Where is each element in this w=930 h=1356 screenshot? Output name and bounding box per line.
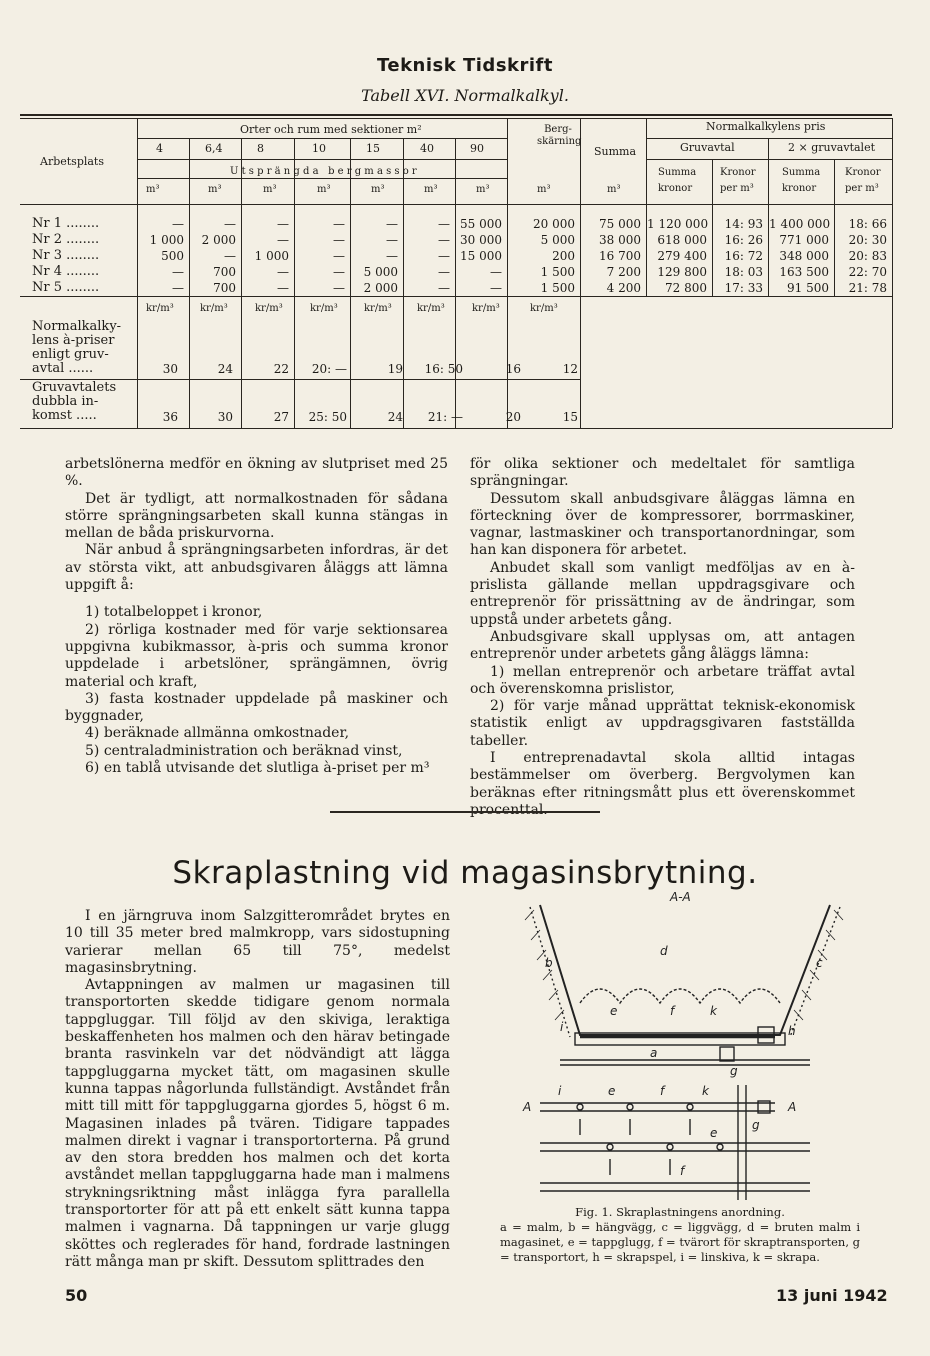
table-cell: 15 [562,410,578,424]
unit-krm3: kr/m³ [255,303,283,314]
fig-label-A: A [523,1100,532,1114]
table-cell: 20 [505,410,521,424]
table-cell: 5 000 [363,265,398,279]
fig-label-i: i [560,1020,564,1034]
table-cell: — [172,281,184,295]
kronor-label: kronor [782,183,817,194]
table-cell: 18: 03 [724,265,763,279]
fig-label-e: e [608,1084,616,1098]
row-label: Nr 5 ........ [32,280,100,295]
journal-title: Teknisk Tidskrift [376,55,553,76]
fig-label-a: a [650,1046,658,1060]
table-cell: 25: 50 [308,410,347,424]
table-cell: 24 [387,410,403,424]
kronor-label: Kronor [720,167,756,178]
norm-label: Normalkalky- lens à-priser enligt gruv- avtal ...... [32,319,122,376]
table-cell: — [224,217,236,231]
table-cell: 348 000 [779,249,829,263]
table-cell: 38 000 [599,233,641,247]
left-column-text: arbetslönerna medför en ökning av slutpriset med 25 %. Det är tydligt, att normalkostnaden för sådana större sprängningsarbeten skall kunna stängas in mellan de båda priskurvorna. När anbud å sprängningsarbeten infordras, är det av största vikt, att anbudsgivaren åläggs att lämna uppgift å: 1) totalbeloppet i kronor, 2) rörliga kostnader med för varje sektionsarea uppgivna kubikmassor, à-pris och summa kronor uppdelade i arbetslöner, sprängämnen, övrig material och kraft, 3) fasta kostnader uppdelade på maskiner och byggnader, 4) beräknade allmänna omkostnader, 5) centraladministration och beräknad vinst, 6) en tablå utvisande det slutliga à-priset per m³ [65,456,448,777]
header-2x-gruvavtal: 2 × gruvavtalet [788,141,876,154]
table-cell: 1 500 [540,265,575,279]
issue-date: 13 juni 1942 [776,1286,888,1305]
table-cell: — [438,249,450,263]
right-column-text: för olika sektioner och medeltalet för samtliga sprängningar. Dessutom skall anbudsgivare åläggas lämna en förteckning över de kompressorer, borrmaskiner, vagnar, lastmaskiner och transportanordningar, som han kan disponera för arbetet. Anbudet skall som vanligt medföljas av en à-prislista gällande mellan uppdragsgivare och entreprenör för prissättning av de ändringar, som uppstå under arbetets gång. Anbudsgivare skall upplysas om, att antagen entreprenör under arbetets gång åläggs lämna: 1) mellan entreprenör och arbetare träffat avtal och överenskomna prislistor, 2) för varje månad upprättat teknisk-ekonomisk statistik enligt av uppdragsgivaren fastställda tabeller. I entreprenadavtal skola alltid intagas bestämmelser om överberg. Bergvolymen kan beräknas efter ritningsmått plus ett överenskommet procenttal. [470,456,855,818]
row-label: Nr 3 ........ [32,248,100,263]
table-cell: — [333,281,345,295]
page-number: 50 [65,1286,88,1305]
table-cell: 7 200 [606,265,641,279]
row-label: Nr 4 ........ [32,264,100,279]
table-cell: 17: 33 [724,281,763,295]
table-cell: 30 000 [460,233,502,247]
table-cell: 1 000 [149,233,184,247]
divider [330,811,600,813]
header-arbetsplats: Arbetsplats [40,155,105,168]
unit-m3: m³ [607,184,621,195]
table-cell: — [277,233,289,247]
unit-m3: m³ [476,184,490,195]
row-label: Nr 1 ........ [32,216,100,231]
unit-m3: m³ [208,184,222,195]
fig-label-f: f [670,1004,675,1018]
header-orter: Orter och rum med sektioner m² [240,123,422,136]
table-cell: 16 [505,362,521,376]
section-4: 4 [156,142,163,155]
section-8: 8 [257,142,264,155]
table-cell: 20: — [311,362,347,376]
table-caption: Tabell XVI. Normalkalkyl. [361,86,569,105]
unit-krm3: kr/m³ [146,303,174,314]
section-15: 15 [366,142,380,155]
unit-krm3: kr/m³ [472,303,500,314]
fig-label-i: i [558,1084,562,1098]
table-cell: 129 800 [657,265,707,279]
header-bergskarning: Berg-skärning [537,124,582,147]
table-cell: 72 800 [665,281,707,295]
table-cell: — [386,249,398,263]
table-cell: 700 [213,265,236,279]
table-cell: — [438,233,450,247]
table-cell: 19 [387,362,403,376]
table-cell: 1 400 000 [769,217,831,231]
unit-m3: m³ [371,184,385,195]
table-cell: 700 [213,281,236,295]
table-cell: 618 000 [657,233,707,247]
table-cell: 22 [273,362,289,376]
table-cell: — [333,249,345,263]
fig-label-aa: A-A [670,890,691,904]
table-cell: 279 400 [657,249,707,263]
dub-label: Gruvavtalets dubbla in- komst ..... [32,380,117,423]
table-cell: 14: 93 [724,217,763,231]
table-cell: 22: 70 [848,265,887,279]
fig-label-c: c [816,956,823,970]
table-cell: 20 000 [533,217,575,231]
unit-krm3: kr/m³ [530,303,558,314]
table-cell: 1 500 [540,281,575,295]
table-cell: 12 [562,362,578,376]
table-cell: — [490,265,502,279]
kronor-label: Kronor [845,167,881,178]
table-cell: — [224,249,236,263]
table-cell: 36 [162,410,178,424]
table-cell: 200 [552,249,575,263]
table-cell: 27 [273,410,289,424]
table-cell: 16: 72 [724,249,763,263]
table-cell: 30 [162,362,178,376]
summa-label: Summa [658,167,697,178]
table-cell: 30 [217,410,233,424]
table-cell: 18: 66 [848,217,887,231]
table-cell: — [333,265,345,279]
table-cell: — [386,217,398,231]
table-cell: — [386,233,398,247]
unit-m3: m³ [424,184,438,195]
table-cell: 16 700 [599,249,641,263]
table-cell: 91 500 [787,281,829,295]
table-cell: 500 [161,249,184,263]
table-cell: 2 000 [201,233,236,247]
summa-label: Summa [782,167,821,178]
header-normalkalkyl: Normalkalkylens pris [706,120,826,133]
figure-caption: Fig. 1. Skraplastningens anordning. a = malm, b = hängvägg, c = liggvägg, d = bruten malm i magasinet, e = tappglugg, f = tvärort för skraptransporten, g = transportort, h = skrapspel, i = linskiva, k = skrapa. [500,1205,860,1264]
table-cell: 15 000 [460,249,502,263]
table-cell: — [277,265,289,279]
article-title: Skraplastning vid magasinsbrytning. [172,855,758,891]
figure-scraper-diagram [520,885,860,1205]
table-cell: 55 000 [460,217,502,231]
table-cell: 24 [217,362,233,376]
unit-krm3: kr/m³ [417,303,445,314]
row-label: Nr 2 ........ [32,232,100,247]
table-cell: 16: 50 [424,362,463,376]
fig-label-k: k [702,1084,709,1098]
table-cell: 1 120 000 [647,217,709,231]
section-6-4: 6,4 [205,142,223,155]
unit-krm3: kr/m³ [200,303,228,314]
per-m3-label: per m³ [720,183,754,194]
fig-label-g: g [752,1118,760,1132]
section-90: 90 [470,142,484,155]
fig-label-h: h [788,1024,796,1038]
table-cell: — [277,217,289,231]
fig-label-d: d [660,944,668,958]
table-cell: — [438,217,450,231]
table-cell: — [438,281,450,295]
fig-label-b: b [545,956,553,970]
table-cell: 771 000 [779,233,829,247]
table-cell: 20: 83 [848,249,887,263]
fig-label-k: k [710,1004,717,1018]
table-cell: — [172,217,184,231]
unit-krm3: kr/m³ [364,303,392,314]
section-40: 40 [420,142,434,155]
table-cell: 163 500 [779,265,829,279]
table-cell: 5 000 [540,233,575,247]
table-cell: — [490,281,502,295]
kronor-label: kronor [658,183,693,194]
per-m3-label: per m³ [845,183,879,194]
table-cell: 4 200 [606,281,641,295]
unit-m3: m³ [263,184,277,195]
table-cell: — [333,217,345,231]
fig-label-A: A [788,1100,797,1114]
header-gruvavtal: Gruvavtal [680,141,735,154]
table-cell: — [333,233,345,247]
table-cell: 1 000 [254,249,289,263]
unit-m3: m³ [537,184,551,195]
fig-label-e: e [710,1126,718,1140]
table-cell: 2 000 [363,281,398,295]
fig-label-g: g [730,1064,738,1078]
fig-label-f: f [660,1084,665,1098]
table-cell: — [277,281,289,295]
article-body: I en järngruva inom Salzgitterområdet brytes en 10 till 35 meter bred malmkropp, vars sidostupning varierar mellan 65 till 75°, medelst magasinsbrytning. Avtappningen av malmen ur magasinen till transportorten skedde tidigare genom normala tappgluggar. Till följd av den skiviga, leraktiga beskaffenheten hos malmen och den härav betingade branta rasvinkeln var det nödvändigt att lägga tappgluggarna mycket tätt, om magasinen skulle kunna tappas någorlunda fullständigt. Avståndet från mitt till mitt för tappgluggarna gjordes 5, högst 6 m. Magasinen inlades på tvären. Tidigare tappades malmen direkt i vagnar i transportorterna. På grund av den stora bredden hos malmen och det korta avståndet mellan tappgluggarna hade man i malmens strykningsriktning måst inlägga fyra parallella transportorter för att på ett enkelt sätt kunna tappa malmen i vagnarna. Då tappningen ur varje glugg sköttes och reglerades för hand, fordrade lastningen rätt många man pr skift. Dessutom splittrades den [65,908,450,1270]
unit-m3: m³ [146,184,160,195]
unit-krm3: kr/m³ [310,303,338,314]
table-cell: 21: — [427,410,463,424]
table-cell: 20: 30 [848,233,887,247]
table-cell: 21: 78 [848,281,887,295]
fig-label-e: e [610,1004,618,1018]
table-cell: 16: 26 [724,233,763,247]
table-cell: — [438,265,450,279]
table-cell: — [172,265,184,279]
table-cell: 75 000 [599,217,641,231]
header-summa: Summa [594,145,637,158]
unit-m3: m³ [317,184,331,195]
section-10: 10 [312,142,326,155]
header-utsprangda: U t s p r ä n g d a b e r g m a s s o r [230,166,417,177]
fig-label-f: f [680,1164,685,1178]
